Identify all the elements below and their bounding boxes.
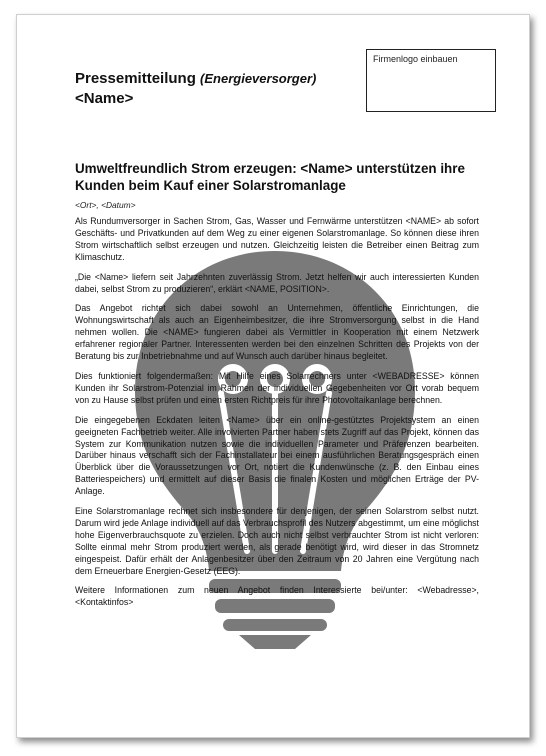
paragraph: „Die <Name> liefern seit Jahrzehnten zuverlässig Strom. Jetzt helfen wir auch interessierten Kunden dabei, selbst Strom zu produzieren“, erklärt <NAME, POSITION>.: [75, 271, 479, 294]
logo-placeholder: [366, 49, 496, 112]
paragraph: Als Rundumversorger in Sachen Strom, Gas, Wasser und Fernwärme unterstützen <NAME> ab sofort Geschäfts- und Privatkunden auf dem Weg zu einer eigenen Solarstromanlage. So können diese ihren Strom wirtschaftlich selbst erzeugen und nutzen. Gleichzeitig leisten die Betreiber einen Beitrag zum Klimaschutz.: [75, 216, 479, 262]
headline: Umweltfreundlich Strom erzeugen: <Name> unterstützen ihre Kunden beim Kauf einer Solarstromanlage: [75, 161, 465, 193]
article-body: [75, 216, 479, 617]
paragraph: Dies funktioniert folgendermaßen: Mit Hilfe eines Solarrechners unter <WEBADRESSE> können Kunden ihr Solarstrom-Potenzial im Rahmen der individuellen Gegebenheiten vor Ort vorab bequem von zu Hause selbst prüfen und einen ersten Richtpreis für ihre Photovoltaikanlage berechnen.: [75, 370, 479, 405]
organization-type: (Energieversorger): [200, 71, 317, 86]
logo-placeholder-label: Firmenlogo einbauen: [373, 54, 458, 64]
dateline: <Ort>, <Datum>: [75, 200, 136, 210]
paragraph: Eine Solarstromanlage rechnet sich insbesondere für denjenigen, der seinen Solarstrom selbst nutzt. Darum wird jede Anlage individuell auf das Verbrauchsprofil des Nutzers abgestimmt, um eine möglichst hohe Eigenverbrauchsquote zu erzielen. Doch auch nicht selbst verbrauchter Strom ist nicht verloren: Sollte einmal mehr Strom produziert werden, als gerade benötigt wird, wird dieser in das Stromnetz eingespeist. Dafür erhält der Anlagenbesitzer über den Zeitraum von 20 Jahren eine Vergütung nach dem Erneuerbare Energien-Gesetz (EEG).: [75, 506, 479, 576]
page-title: [75, 69, 316, 88]
paragraph: Weitere Informationen zum neuen Angebot finden Interessierte bei/unter: <Webadresse>, <Kontaktinfos>: [75, 585, 479, 608]
press-release-label: Pressemitteilung: [75, 70, 196, 87]
organization-name: <Name>: [75, 90, 134, 107]
paragraph: Die eingegebenen Eckdaten leiten <Name> über ein online-gestütztes Projektsystem an einen geeigneten Fachbetrieb weiter. Alle involvierten Partner haben stets Zugriff auf das Projekt, können das System zur Kommunikation nutzen sowie die individuellen Parameter und Präferenzen bearbeiten. Darüber hinaus verschafft sich der Fachinstallateur bei einem ausführlichen Beratungsgespräch einen Überblick über die Voraussetzungen vor Ort, notiert die Kundenwünsche (z. B. den Einbau eines Batteriespeichers) und ermittelt auf dieser Basis die finalen Kosten und möglichen Erträge der PV-Anlage.: [75, 414, 479, 497]
document-page: [16, 14, 530, 738]
paragraph: Das Angebot richtet sich dabei sowohl an Unternehmen, öffentliche Einrichtungen, die Wohnungswirtschaft als auch an Eigenheimbesitzer, die ihre Stromversorgung selbst in die Hand nehmen wollen. Die <NAME> fungieren dabei als Vermittler in Kooperation mit einem Netzwerk erfahrener regionaler Partner. Interessenten werden bei den einzelnen Schritten des Projekts von der Beratung bis zur Inbetriebnahme und auf Wunsch auch darüber hinaus begleitet.: [75, 303, 479, 362]
